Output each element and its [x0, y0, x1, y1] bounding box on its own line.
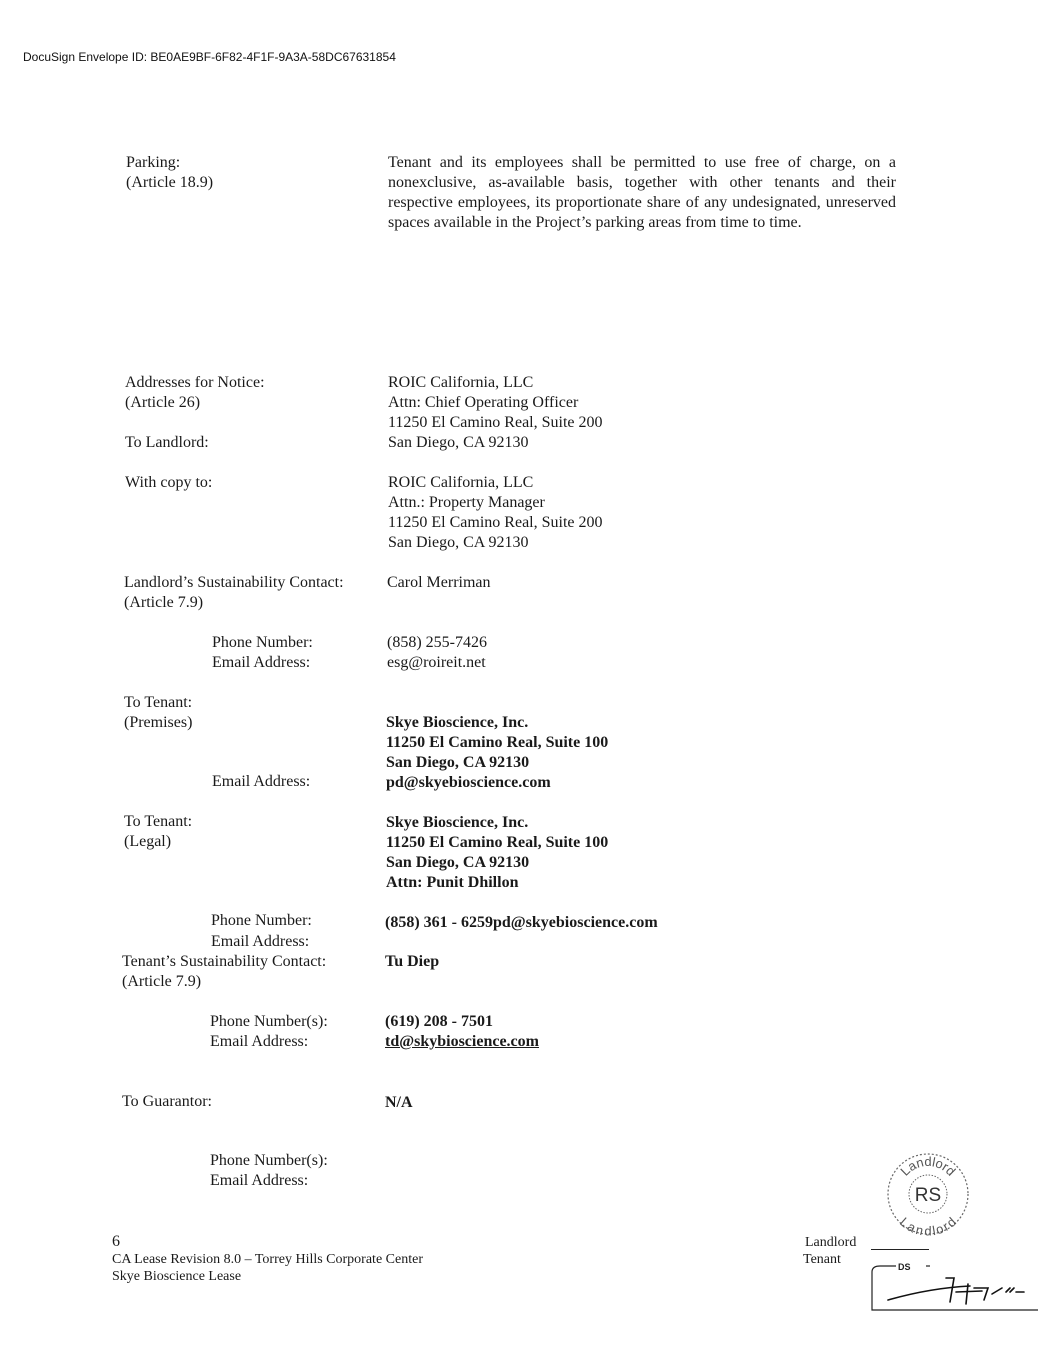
- tenant-premises-line: San Diego, CA 92130: [386, 754, 530, 771]
- guarantor-email-label: Email Address:: [210, 1172, 309, 1189]
- signature-box-border: [872, 1272, 1038, 1310]
- page-number: 6: [112, 1233, 120, 1250]
- tenant-premises-line: Skye Bioscience, Inc.: [386, 714, 529, 731]
- tenant-sustainability-name: Tu Diep: [385, 953, 440, 970]
- tenant-premises-email-label: Email Address:: [212, 773, 311, 790]
- landlord-email-label: Email Address:: [212, 654, 311, 671]
- tenant-sustainability-article: (Article 7.9): [122, 973, 202, 990]
- landlord-initials-line: [871, 1249, 929, 1250]
- landlord-line: Attn: Chief Operating Officer: [388, 394, 579, 411]
- guarantor-phone-label: Phone Number(s):: [210, 1152, 328, 1169]
- footer-lease: Skye Bioscience Lease: [112, 1269, 242, 1284]
- guarantor-label: To Guarantor:: [122, 1093, 212, 1110]
- docusign-envelope-id: DocuSign Envelope ID: BE0AE9BF-6F82-4F1F-9A3A-58DC67631854: [23, 50, 396, 64]
- tenant-legal-phone-email: (858) 361 - 6259pd@skyebioscience.com: [385, 914, 658, 931]
- tenant-legal-label: To Tenant:: [124, 813, 193, 830]
- tenant-legal-line: Skye Bioscience, Inc.: [386, 814, 529, 831]
- landlord-line: 11250 El Camino Real, Suite 200: [388, 414, 603, 431]
- notice-article: (Article 26): [125, 394, 201, 411]
- stamp-top-text: Landlord: [897, 1154, 959, 1179]
- tenant-initials-signature: [870, 1258, 1040, 1312]
- tenant-email-label: Email Address:: [210, 1033, 309, 1050]
- parking-article: (Article 18.9): [126, 174, 214, 191]
- stamp-initials: RS: [914, 1185, 942, 1206]
- tenant-phone: (619) 208 - 7501: [385, 1013, 493, 1030]
- notice-label: Addresses for Notice:: [125, 374, 265, 391]
- tenant-premises-email: pd@skyebioscience.com: [386, 774, 551, 791]
- landlord-initials-stamp: [886, 1152, 970, 1236]
- landlord-phone-label: Phone Number:: [212, 634, 313, 651]
- tenant-email-link[interactable]: td@skybioscience.com: [385, 1033, 539, 1050]
- parking-text: Tenant and its employees shall be permitted to use free of charge, on a nonexclusive, as-available basis, together with other tenants and their respective employees, its proportionate share of any undesignated, unreserved spaces available in the Project’s parking areas from time to time.: [388, 154, 896, 231]
- docusign-label: DS: [898, 1262, 911, 1272]
- signature-stroke: [888, 1278, 1024, 1304]
- copy-line: Attn.: Property Manager: [388, 494, 545, 511]
- stamp-bottom-text: Landlord: [897, 1214, 959, 1236]
- tenant-premises-line: 11250 El Camino Real, Suite 100: [386, 734, 609, 751]
- landlord-phone: (858) 255-7426: [387, 634, 487, 651]
- landlord-initials-label: Landlord: [805, 1235, 857, 1250]
- to-landlord-label: To Landlord:: [125, 434, 209, 451]
- footer-revision: CA Lease Revision 8.0 – Torrey Hills Corporate Center: [112, 1252, 423, 1267]
- landlord-sustainability-article: (Article 7.9): [124, 594, 204, 611]
- landlord-sustainability-name: Carol Merriman: [387, 574, 491, 591]
- tenant-legal-line: San Diego, CA 92130: [386, 854, 530, 871]
- landlord-line: ROIC California, LLC: [388, 374, 534, 391]
- tenant-legal-line: Attn: Punit Dhillon: [386, 874, 519, 891]
- copy-line: San Diego, CA 92130: [388, 534, 529, 551]
- parking-label: Parking:: [126, 154, 181, 171]
- signature-box-corner: [872, 1266, 896, 1272]
- tenant-legal-sub: (Legal): [124, 833, 172, 850]
- tenant-premises-sub: (Premises): [124, 714, 193, 731]
- tenant-legal-email-label: Email Address:: [211, 933, 310, 950]
- tenant-legal-phone-label: Phone Number:: [211, 912, 312, 929]
- tenant-premises-label: To Tenant:: [124, 694, 193, 711]
- tenant-phone-label: Phone Number(s):: [210, 1013, 328, 1030]
- copy-line: ROIC California, LLC: [388, 474, 534, 491]
- landlord-sustainability-label: Landlord’s Sustainability Contact:: [124, 574, 344, 591]
- copy-to-label: With copy to:: [125, 474, 213, 491]
- landlord-line: San Diego, CA 92130: [388, 434, 529, 451]
- tenant-legal-line: 11250 El Camino Real, Suite 100: [386, 834, 609, 851]
- guarantor-value: N/A: [385, 1094, 413, 1111]
- tenant-initials-label: Tenant: [803, 1252, 841, 1267]
- copy-line: 11250 El Camino Real, Suite 200: [388, 514, 603, 531]
- tenant-sustainability-label: Tenant’s Sustainability Contact:: [122, 953, 327, 970]
- landlord-email: esg@roireit.net: [387, 654, 486, 671]
